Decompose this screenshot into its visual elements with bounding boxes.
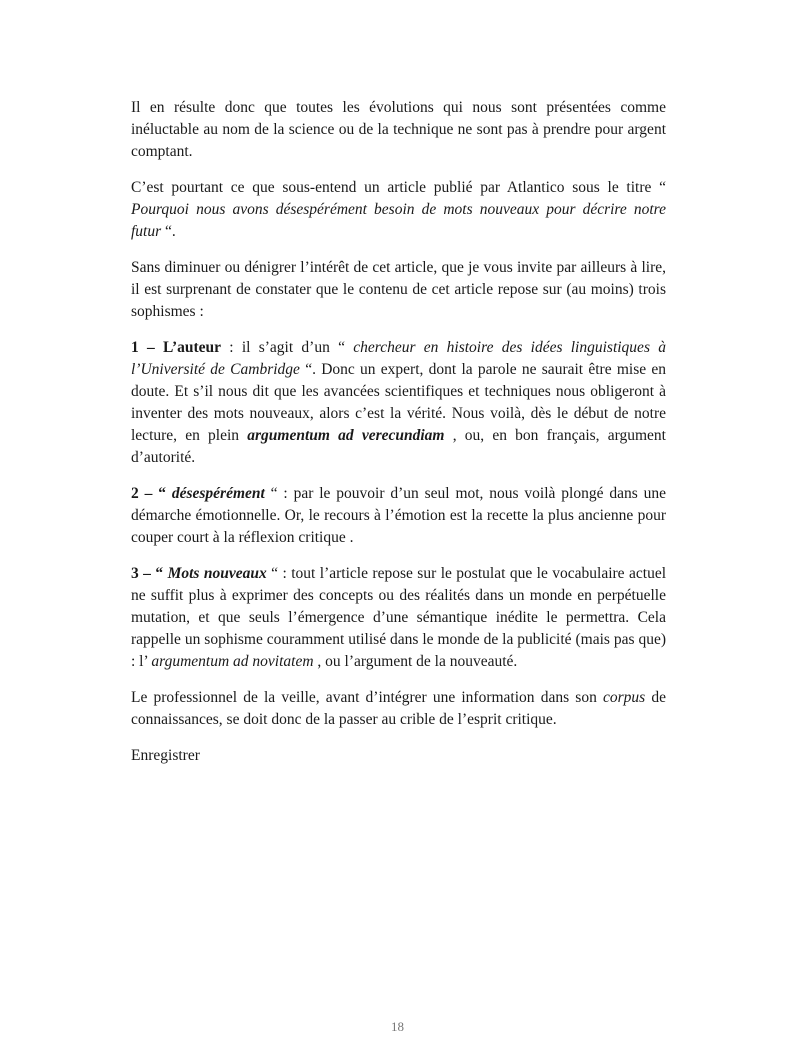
- point-2-number: 2 – “: [131, 485, 172, 502]
- point-2-term: désespérément: [171, 485, 265, 502]
- point-2: [131, 483, 666, 549]
- document-body: [131, 97, 666, 781]
- page-number: 18: [391, 1019, 404, 1034]
- paragraph-3: Sans diminuer ou dénigrer l’intérêt de cet article, que je vous invite par ailleurs à lire, il est surprenant de constater que le contenu de cet article repose sur (au moins) trois sophismes :: [131, 259, 666, 320]
- corpus-word: corpus: [602, 689, 646, 706]
- paragraph-4-text-a: Le professionnel de la veille, avant d’intégrer une information dans son: [131, 689, 603, 706]
- paragraph-2: [131, 177, 666, 243]
- point-1-text-a: : il s’agit d’un “: [221, 339, 354, 356]
- paragraph-1: Il en résulte donc que toutes les évolutions qui nous sont présentées comme inéluctable au nom de la science ou de la technique ne sont pas à prendre pour argent comptant.: [131, 99, 666, 160]
- point-3-text-b: , ou l’argument de la nouveauté.: [313, 653, 518, 670]
- article-title: Pourquoi nous avons désespérément besoin de mots nouveaux pour décrire notre futur: [131, 201, 666, 240]
- point-2-text: “ : par le pouvoir d’un seul mot, nous voilà plongé dans une démarche émotionnelle. Or, le recours à l’émotion est la recette la plus ancienne pour couper court à la réflexion critique .: [131, 485, 666, 546]
- point-1-text-c: , ou, en bon français, argument d’autorité.: [131, 427, 666, 466]
- point-1-quote: chercheur en histoire des idées linguistiques à l’Université de Cambridge: [131, 339, 666, 378]
- point-1-text-b: “. Donc un expert, dont la parole ne saurait être mise en doute. Et s’il nous dit que les avancées scientifiques et techniques nous obligeront à inventer des mots nouveaux, alors c’est la vérité. Nous voilà, dès le début de notre lecture, en plein: [131, 361, 666, 444]
- paragraph-4: [131, 687, 666, 731]
- paragraph-2-text-b: “.: [161, 223, 176, 240]
- point-1: [131, 337, 666, 469]
- save-link[interactable]: Enregistrer: [131, 747, 200, 764]
- point-1-heading: 1 – L’auteur: [131, 339, 222, 356]
- paragraph-4-text-b: de connaissances, se doit donc de la passer au crible de l’esprit critique.: [131, 689, 666, 728]
- point-3-number: 3 – “: [131, 565, 168, 582]
- paragraph-2-text-a: C’est pourtant ce que sous-entend un article publié par Atlantico sous le titre “: [131, 179, 666, 196]
- point-3-term: Mots nouveaux: [167, 565, 267, 582]
- point-3-text-a: “ : tout l’article repose sur le postulat que le vocabulaire actuel ne suffit plus à exprimer des concepts ou des réalités dans un monde en perpétuelle mutation, et que seuls l’émergence d’une sémantique inédite le permettra. Cela rappelle un sophisme couramment utilisé dans le monde de la publicité (mais pas que) : l’: [131, 565, 666, 670]
- point-3-latin: argumentum ad novitatem: [151, 653, 314, 670]
- point-3: [131, 563, 666, 673]
- point-1-term: argumentum ad verecundiam: [247, 427, 445, 444]
